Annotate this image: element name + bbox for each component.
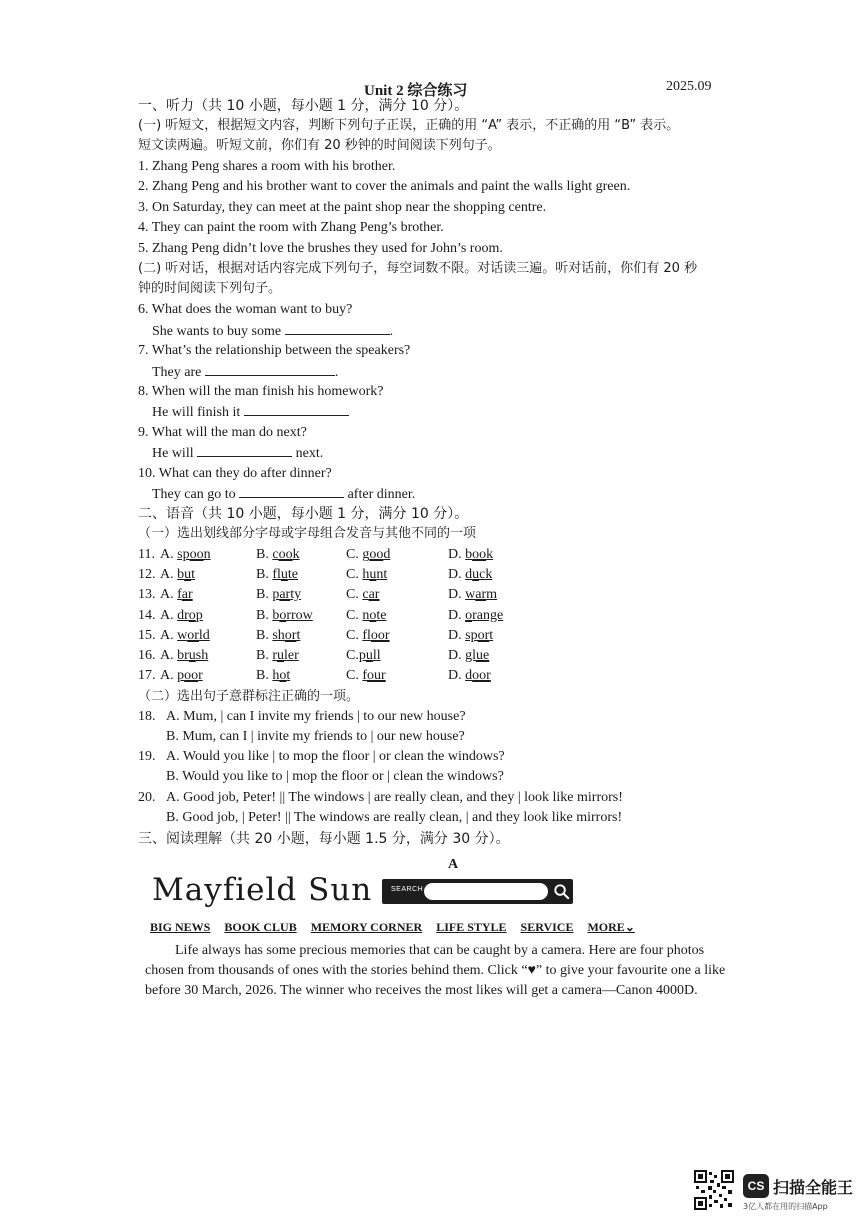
phonics-option[interactable] xyxy=(448,627,493,645)
statement-3: 3. On Saturday, they can meet at the paint shop near the shopping centre. xyxy=(138,200,547,215)
option-underlined-sound: o xyxy=(279,608,287,623)
answer-6-suffix: . xyxy=(389,324,394,339)
option-word-part: k xyxy=(292,547,300,562)
option-underlined-sound: o xyxy=(279,668,287,683)
phonics-option[interactable] xyxy=(256,607,313,625)
phonics-option[interactable] xyxy=(160,667,203,685)
option-underlined-sound: oor xyxy=(472,668,491,683)
option-word-part: d xyxy=(465,668,473,683)
option-letter: D. xyxy=(448,567,466,582)
option-letter: D. xyxy=(448,668,466,683)
question-20-option-b[interactable]: B. Good job, | Peter! || The windows are really clean, | and they look like mirrors! xyxy=(166,810,623,825)
option-letter: D. xyxy=(448,547,466,562)
article-nav-menu xyxy=(150,920,649,935)
option-underlined-sound: u xyxy=(188,648,196,663)
phonics-option[interactable] xyxy=(160,607,203,625)
answer-6-blank[interactable] xyxy=(285,322,390,335)
option-underlined-sound: u xyxy=(280,567,288,582)
option-word-part: f xyxy=(362,668,368,683)
option-word-part: t xyxy=(191,567,196,582)
option-letter: D. xyxy=(448,587,466,602)
option-word-part: p xyxy=(272,587,280,602)
nav-more[interactable]: MORE⌄ xyxy=(587,920,635,934)
phonics-option[interactable] xyxy=(160,566,195,584)
option-underlined-sound: o xyxy=(188,608,196,623)
question-18-option-a[interactable]: A. Mum, | can I invite my friends | to our new house? xyxy=(166,709,466,724)
option-underlined-sound: oo xyxy=(278,547,293,562)
option-word-part: r xyxy=(198,668,203,683)
option-letter: A. xyxy=(160,547,178,562)
statement-2: 2. Zhang Peng and his brother want to cover the animals and paint the walls light green. xyxy=(138,179,631,194)
option-letter: B. xyxy=(256,648,273,663)
option-word-part: sh xyxy=(272,628,285,643)
worksheet-title: Unit 2 综合练习 xyxy=(364,83,468,99)
option-word-part: ld xyxy=(198,628,210,643)
answer-8-blank[interactable] xyxy=(244,403,349,416)
answer-10-line xyxy=(152,485,415,504)
worksheet-date: 2025.09 xyxy=(666,79,712,94)
option-letter: A. xyxy=(160,628,178,643)
question-19-number: 19. xyxy=(138,749,156,764)
nav-book-club[interactable]: BOOK CLUB xyxy=(224,920,297,934)
part1-sub2-instruction-line2: 钟的时间阅读下列句子。 xyxy=(138,281,282,296)
option-word-part: w xyxy=(465,587,476,602)
option-letter: D. xyxy=(448,628,466,643)
option-word-part: m xyxy=(486,587,498,602)
phonics-option[interactable] xyxy=(346,607,386,625)
question-6: 6. What does the woman want to buy? xyxy=(138,302,353,317)
option-underlined-sound: or xyxy=(477,628,490,643)
answer-10-suffix: after dinner. xyxy=(347,487,416,502)
nav-life-style[interactable]: LIFE STYLE xyxy=(436,920,507,934)
phonics-question-number: 15. xyxy=(138,628,156,643)
option-letter: B. xyxy=(256,547,273,562)
option-word-part: c xyxy=(362,587,369,602)
option-word-part: range xyxy=(472,608,504,623)
option-underlined-sound: o xyxy=(369,608,377,623)
option-letter: D. xyxy=(448,608,466,623)
part1-sub1-instruction-line2: 短文读两遍。听短文前，你们有 20 秒钟的时间阅读下列句子。 xyxy=(138,138,501,153)
option-letter: C. xyxy=(346,567,363,582)
option-word-part: n xyxy=(362,608,370,623)
option-word-part: g xyxy=(362,547,370,562)
phonics-option[interactable] xyxy=(346,546,390,564)
option-letter: A. xyxy=(160,567,178,582)
phonics-question-number: 11. xyxy=(138,547,155,562)
part2-sub1-instruction: （一）选出划线部分字母或字母组合发音与其他不同的一项 xyxy=(138,526,477,541)
option-word-part: d xyxy=(465,567,473,582)
option-word-part: f xyxy=(177,587,182,602)
option-underlined-sound: ar xyxy=(475,587,487,602)
option-word-part: b xyxy=(272,608,280,623)
option-word-part: r xyxy=(272,648,278,663)
option-underlined-sound: u xyxy=(277,648,285,663)
option-word-part: gl xyxy=(465,648,477,663)
option-underlined-sound: our xyxy=(367,668,386,683)
option-word-part: b xyxy=(465,547,473,562)
phonics-option[interactable] xyxy=(346,566,387,584)
phonics-question-number: 16. xyxy=(138,648,156,663)
phonics-option[interactable] xyxy=(448,546,493,564)
statement-1: 1. Zhang Peng shares a room with his brother. xyxy=(138,159,396,174)
part1-sub2-instruction-line1: (二) 听对话，根据对话内容完成下列句子，每空词数不限。对话读三遍。听对话前，你们有 20 秒 xyxy=(138,261,698,276)
newspaper-masthead: Mayfield Sun xyxy=(152,872,373,908)
part1-heading: 一、听力（共 10 小题，每小题 1 分，满分 10 分）。 xyxy=(138,98,469,114)
answer-7-line xyxy=(152,363,338,382)
option-underlined-sound: oo xyxy=(369,547,384,562)
answer-7-prefix: They are xyxy=(152,365,202,380)
option-underlined-sound: ar xyxy=(181,587,193,602)
option-word-part: t xyxy=(489,628,494,643)
phonics-option[interactable] xyxy=(346,647,381,665)
part2-sub2-instruction: （二）选出句子意群标注正确的一项。 xyxy=(138,689,360,704)
answer-10-prefix: They can go to xyxy=(152,487,236,502)
option-word-part: nt xyxy=(376,567,388,582)
option-word-part: dr xyxy=(177,608,189,623)
search-input[interactable] xyxy=(424,883,548,900)
phonics-question-number: 17. xyxy=(138,668,156,683)
answer-9-blank[interactable] xyxy=(197,444,292,457)
phonics-option[interactable] xyxy=(256,667,290,685)
question-7: 7. What’s the relationship between the speakers? xyxy=(138,343,411,358)
question-8: 8. When will the man finish his homework? xyxy=(138,384,384,399)
option-letter: B. xyxy=(256,628,273,643)
phonics-option[interactable] xyxy=(160,647,208,665)
option-word-part: te xyxy=(287,567,299,582)
option-word-part: te xyxy=(376,608,387,623)
camscanner-tagline: 3亿人都在用的扫描App xyxy=(743,1202,828,1211)
option-word-part: h xyxy=(362,567,370,582)
option-underlined-sound: u xyxy=(472,567,480,582)
option-word-part: w xyxy=(177,628,188,643)
phonics-question-number: 13. xyxy=(138,587,156,602)
camscanner-logo: CS xyxy=(743,1174,769,1198)
option-letter: A. xyxy=(160,668,178,683)
option-word-part: p xyxy=(177,668,185,683)
option-letter: C. xyxy=(346,587,363,602)
option-word-part: d xyxy=(383,547,391,562)
question-18-number: 18. xyxy=(138,709,156,724)
phonics-option[interactable] xyxy=(160,586,193,604)
option-word-part: fl xyxy=(362,628,371,643)
option-underlined-sound: u xyxy=(184,567,192,582)
statement-4: 4. They can paint the room with Zhang Peng’s brother. xyxy=(138,220,444,235)
option-underlined-sound: or xyxy=(284,628,297,643)
option-underlined-sound: ue xyxy=(476,648,490,663)
option-word-part: k xyxy=(486,547,494,562)
article-paragraph-line3: before 30 March, 2026. The winner who receives the most likes will get a camera—Canon 4000D. xyxy=(145,983,698,998)
option-underlined-sound: ar xyxy=(279,587,291,602)
answer-8-prefix: He will finish it xyxy=(152,405,241,420)
option-letter: B. xyxy=(256,587,273,602)
option-word-part: t xyxy=(286,668,291,683)
option-word-part: p xyxy=(358,648,366,663)
phonics-option[interactable] xyxy=(448,647,489,665)
option-letter: B. xyxy=(256,608,273,623)
phonics-option[interactable] xyxy=(346,667,386,685)
answer-6-line xyxy=(152,322,393,341)
phonics-option[interactable] xyxy=(256,546,300,564)
option-word-part: t xyxy=(296,628,301,643)
option-word-part: b xyxy=(177,567,185,582)
answer-9-suffix: next. xyxy=(295,446,324,461)
part2-heading: 二、语音（共 10 小题，每小题 1 分，满分 10 分）。 xyxy=(138,506,469,522)
option-word-part: ck xyxy=(479,567,493,582)
answer-9-line xyxy=(152,444,323,463)
phonics-option[interactable] xyxy=(448,586,497,604)
option-word-part: br xyxy=(177,648,189,663)
question-18-option-b[interactable]: B. Mum, can I | invite my friends to | our new house? xyxy=(166,729,465,744)
phonics-option[interactable] xyxy=(256,647,299,665)
option-word-part: c xyxy=(272,547,279,562)
answer-8-line xyxy=(152,403,349,422)
phonics-option[interactable] xyxy=(256,566,298,584)
option-word-part: ty xyxy=(290,587,302,602)
phonics-option[interactable] xyxy=(160,546,211,564)
option-underlined-sound: oor xyxy=(370,628,390,643)
option-letter: C. xyxy=(346,668,363,683)
search-label: SEARCH xyxy=(391,886,424,893)
option-underlined-sound: or xyxy=(187,628,199,643)
option-letter: C. xyxy=(346,628,363,643)
search-icon[interactable] xyxy=(552,882,571,901)
option-underlined-sound: oo xyxy=(472,547,487,562)
option-letter: A. xyxy=(160,608,178,623)
phonics-option[interactable] xyxy=(448,566,492,584)
option-underlined-sound: o xyxy=(465,608,473,623)
nav-big-news[interactable]: BIG NEWS xyxy=(150,920,211,934)
option-letter: D. xyxy=(448,648,466,663)
option-letter: A. xyxy=(160,587,178,602)
phonics-option[interactable] xyxy=(346,627,390,645)
question-19-option-a[interactable]: A. Would you like | to mop the floor | or clean the windows? xyxy=(166,749,505,764)
article-paragraph-line2: chosen from thousands of ones with the stories behind them. Click “♥” to give your favourite one a like xyxy=(145,963,726,978)
part1-sub1-instruction-line1: (一) 听短文，根据短文内容，判断下列句子正误，正确的用 “A” 表示，不正确的用 “B” 表示。 xyxy=(138,118,680,133)
question-19-option-b[interactable]: B. Would you like to | mop the floor or | clean the windows? xyxy=(166,769,504,784)
option-word-part: rrow xyxy=(286,608,313,623)
part3-heading: 三、阅读理解（共 20 小题，每小题 1.5 分，满分 30 分）。 xyxy=(138,831,510,847)
option-word-part: p xyxy=(195,608,203,623)
search-bar[interactable] xyxy=(382,879,573,904)
option-letter: B. xyxy=(256,668,273,683)
option-word-part: fl xyxy=(272,567,281,582)
answer-10-blank[interactable] xyxy=(239,485,344,498)
article-paragraph-line1: Life always has some precious memories that can be caught by a camera. Here are four photos xyxy=(175,943,705,958)
option-underlined-sound: oo xyxy=(184,668,199,683)
option-underlined-sound: ar xyxy=(368,587,380,602)
statement-5: 5. Zhang Peng didn’t love the brushes they used for John’s room. xyxy=(138,241,503,256)
option-letter: C. xyxy=(346,547,363,562)
phonics-question-number: 12. xyxy=(138,567,156,582)
phonics-option[interactable] xyxy=(346,586,379,604)
question-20-number: 20. xyxy=(138,790,156,805)
phonics-option[interactable] xyxy=(448,667,491,685)
option-underlined-sound: u xyxy=(369,567,377,582)
option-word-part: ll xyxy=(372,648,381,663)
answer-7-blank[interactable] xyxy=(205,363,335,376)
option-letter: B. xyxy=(256,567,273,582)
option-word-part: ler xyxy=(284,648,299,663)
phonics-option[interactable] xyxy=(256,586,301,604)
option-word-part: h xyxy=(272,668,280,683)
answer-9-prefix: He will xyxy=(152,446,194,461)
question-10: 10. What can they do after dinner? xyxy=(138,466,332,481)
option-word-part: sp xyxy=(465,628,478,643)
camscanner-name: 扫描全能王 xyxy=(773,1178,854,1197)
option-word-part: n xyxy=(203,547,211,562)
section-a-label: A xyxy=(448,857,459,872)
answer-6-prefix: She wants to buy some xyxy=(152,324,282,339)
question-20-option-a[interactable]: A. Good job, Peter! || The windows | are really clean, and they | look like mirrors! xyxy=(166,790,623,805)
option-letter: C. xyxy=(346,648,359,663)
nav-service[interactable]: SERVICE xyxy=(520,920,574,934)
phonics-question-number: 14. xyxy=(138,608,156,623)
phonics-option[interactable] xyxy=(160,627,210,645)
option-word-part: sh xyxy=(195,648,209,663)
option-underlined-sound: oo xyxy=(189,547,204,562)
question-9: 9. What will the man do next? xyxy=(138,425,307,440)
nav-memory-corner[interactable]: MEMORY CORNER xyxy=(310,920,423,934)
option-letter: A. xyxy=(160,648,178,663)
option-letter: C. xyxy=(346,608,363,623)
phonics-option[interactable] xyxy=(448,607,503,625)
phonics-option[interactable] xyxy=(256,627,300,645)
option-word-part: sp xyxy=(177,547,190,562)
option-underlined-sound: u xyxy=(365,648,373,663)
answer-7-suffix: . xyxy=(334,365,339,380)
qr-code-icon xyxy=(694,1170,734,1210)
